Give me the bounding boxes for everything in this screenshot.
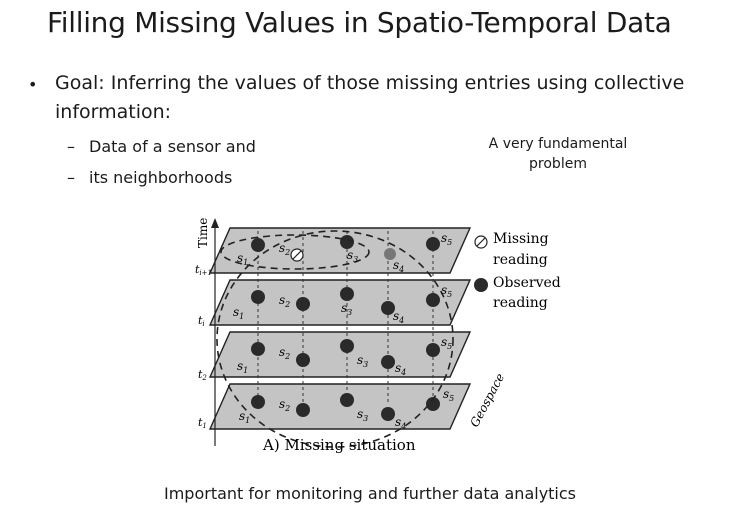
legend-observed-line2: reading [493, 295, 548, 311]
time-label: t2 [198, 368, 207, 382]
sensor-label: $s_2$ [279, 241, 291, 257]
observed-legend-icon [474, 278, 488, 292]
sensor-label: $s_4$ [393, 309, 405, 325]
sensor-label: $s_3$ [357, 353, 369, 369]
sensor-label: $s_4$ [393, 258, 405, 274]
legend [474, 231, 561, 311]
sensor-label: $s_1$ [233, 305, 245, 321]
sensor-label: $s_1$ [237, 359, 249, 375]
footer-text: Important for monitoring and further data analytics [163, 484, 577, 503]
sensor-label: $s_4$ [395, 415, 407, 431]
time-label: ti+1 [195, 263, 212, 277]
missing-situation-diagram [185, 214, 585, 464]
bullet-marker: • [28, 75, 38, 94]
sensor-label: $s_1$ [239, 409, 251, 425]
legend-missing-line2: reading [493, 252, 548, 268]
time-label: t1 [198, 416, 207, 430]
sensor-label: $s_5$ [443, 387, 455, 403]
sensor-label: $s_3$ [357, 407, 369, 423]
missing-reading-icon [291, 249, 303, 261]
sensor-label: $s_3$ [347, 248, 359, 264]
sub-item-neighborhoods [67, 168, 232, 187]
dash-marker: – [67, 168, 75, 187]
time-axis-label: Time [196, 217, 210, 248]
goal-bullet: Goal: Inferring the values of those missing entries using collective information: [55, 72, 685, 123]
slide-title: Filling Missing Values in Spatio-Temporal Data [47, 6, 672, 39]
sub-item-sensor [67, 137, 256, 156]
sensor-label: $s_2$ [279, 293, 291, 309]
legend-missing-line1: Missing [493, 231, 549, 247]
time-label: ti [198, 314, 205, 328]
legend-observed-line1: Observed [493, 275, 561, 291]
time-tick-labels [195, 263, 212, 430]
sensor-label: $s_2$ [279, 345, 291, 361]
sensor-label: $s_5$ [441, 283, 453, 299]
sub-item-label: its neighborhoods [89, 168, 233, 187]
diagram-caption: A) Missing situation [263, 436, 416, 454]
dash-marker: – [67, 137, 75, 156]
sensor-label: $s_4$ [395, 361, 407, 377]
sensor-label: $s_2$ [279, 397, 291, 413]
sensor-label: $s_5$ [441, 231, 453, 247]
side-note: A very fundamental problem [488, 136, 628, 172]
sensor-label: $s_1$ [237, 251, 249, 267]
geospace-label: Geospace [467, 370, 508, 430]
sensor-label: $s_3$ [341, 301, 353, 317]
sub-item-label: Data of a sensor and [89, 137, 256, 156]
sensor-label: $s_5$ [441, 335, 453, 351]
